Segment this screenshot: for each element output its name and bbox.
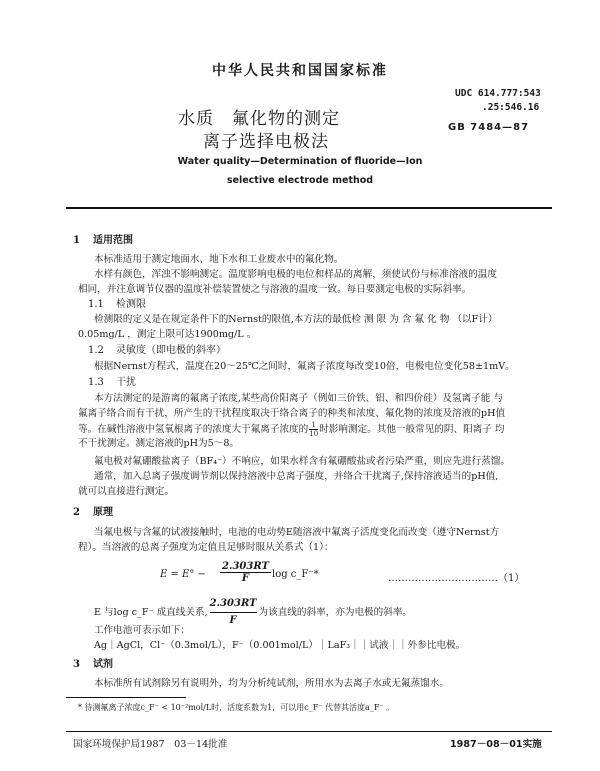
reagents-text: 本标准所有试剂除另有说明外，均为分析纯试剂，所用水为去离子水或无氟蒸馏水。 bbox=[94, 678, 449, 689]
interference-line3: 等。在碱性溶液中氢氧根离子的浓度大于氟离子浓度的 $\frac{1}{10}$ 时影响测定。其他一般常见的阴、阳离子 均 bbox=[78, 421, 505, 438]
slope-fraction: $\frac{2.303RT}{F}$ bbox=[209, 598, 257, 626]
interference-line4: 不干扰测定。测定溶液的pH为5～8。 bbox=[78, 438, 240, 449]
detection-limit-line2: 0.05mg/L ，测定上限可达1900mg/L 。 bbox=[78, 329, 257, 340]
equation-1 bbox=[160, 561, 570, 595]
detection-limit-line1: 检测限的定义是在规定条件下的Nernst的限值,本方法的最低检 测 限 为 含 氟 化 物 （以F计） bbox=[94, 314, 498, 325]
interference-line5: 氟电极对氟硼酸盐离子（BF₄⁻）不响应，如果水样含有氟硼酸盐或者污染严重，则应先进行蒸馏。 bbox=[94, 456, 510, 467]
section3-heading: 3 试剂 bbox=[73, 659, 113, 670]
equation-1-lhs: E = E° − bbox=[160, 569, 206, 580]
equation-1-fraction: $\frac{2.303RT}{F}$ bbox=[222, 561, 269, 584]
principle-line1: 当氟电极与含氟的试液接触时，电池的电动势E随溶液中氟离子活度变化而改变（遵守Nernst方 bbox=[94, 527, 500, 538]
section1-paragraph1: 本标准适用于测定地面水、地下水和工业废水中的氟化物。 bbox=[94, 254, 344, 265]
one-tenth-fraction: $\frac{1}{10}$ bbox=[309, 421, 319, 438]
interference-line6: 通常，加入总离子强度调节剂以保持溶液中总离子强度，并络合干扰离子,保持溶液适当的pH值, bbox=[94, 471, 499, 482]
footnote-divider bbox=[66, 697, 186, 698]
document-title-line2: 离子选择电极法 bbox=[203, 132, 329, 152]
equation-1-log-term: log c_F⁻* bbox=[272, 569, 319, 580]
header-divider bbox=[66, 207, 552, 209]
footnote: * 待测氟离子浓度c_F⁻ < 10⁻²mol/L时，活度系数为1，可以用c_F⁻ 代替其活度a_F⁻ 。 bbox=[78, 703, 395, 712]
interference-line1: 本方法测定的是游离的氟离子浓度,某些高价阳离子（例如三价铁、铝、和四价硅）及氢离子能 与 bbox=[94, 393, 504, 404]
footer-divider bbox=[66, 731, 552, 732]
implementation-date: 1987－08－01实施 bbox=[450, 739, 542, 750]
subsection-1-3-heading: 1.3 干扰 bbox=[88, 377, 136, 388]
section1-heading: 1 适用范围 bbox=[73, 235, 133, 246]
principle-line2: 程）。当溶液的总离子强度为定值且足够时服从关系式（1）： bbox=[78, 542, 334, 553]
section1-paragraph2-line1: 水样有颜色，浑浊不影响测定。温度影响电极的电位和样品的离解，须使试份与标准溶液的温度 bbox=[94, 269, 497, 280]
subsection-1-1-heading: 1.1 检测限 bbox=[88, 299, 146, 310]
section2-heading: 2 原理 bbox=[73, 507, 113, 518]
udc-code-line2: .25:546.16 bbox=[482, 102, 540, 113]
english-title-line1: Water quality—Determination of fluoride—Ion bbox=[177, 156, 423, 167]
slope-statement: E 与log c_F⁻ 成直线关系, $\frac{2.303RT}{F}$ 为该直线的斜率，亦为电极的斜率。 bbox=[94, 596, 412, 629]
subsection-1-2-heading: 1.2 灵敏度（即电极的斜率） bbox=[88, 345, 226, 356]
sensitivity-text: 根据Nernst方程式，温度在20～25℃之间时，氟离子浓度每改变10倍，电极电位变化58±1mV。 bbox=[94, 361, 515, 372]
english-title-line2: selective electrode method bbox=[226, 175, 374, 186]
approval-date: 国家环境保护局1987 03－14批准 bbox=[73, 739, 228, 750]
gb-standard-code: GB 7484—87 bbox=[448, 122, 530, 133]
interference-line2: 氟离子络合而有干扰，所产生的干扰程度取决于络合离子的种类和浓度、氟化物的浓度及溶液的pH值 bbox=[78, 408, 506, 419]
electrochemical-cell: Ag｜AgCl，Cl⁻（0.3mol/L），F⁻（0.001mol/L）｜LaF₃｜｜试液｜｜外参比电极。 bbox=[94, 640, 466, 651]
document-title-line1: 水质 氟化物的测定 bbox=[178, 109, 340, 129]
udc-code-line1: UDC 614.777:543 bbox=[455, 88, 541, 99]
section1-paragraph2-line2: 相同，并注意调节仪器的温度补偿装置使之与溶液的温度一致。每日要测定电极的实际斜率。 bbox=[78, 284, 472, 295]
equation-1-number: ……………………………（1） bbox=[388, 573, 525, 584]
interference-line7: 就可以直接进行测定。 bbox=[78, 486, 174, 497]
national-standard-heading: 中华人民共和国国家标准 bbox=[212, 63, 388, 79]
cell-intro: 工作电池可表示如下： bbox=[94, 625, 190, 636]
